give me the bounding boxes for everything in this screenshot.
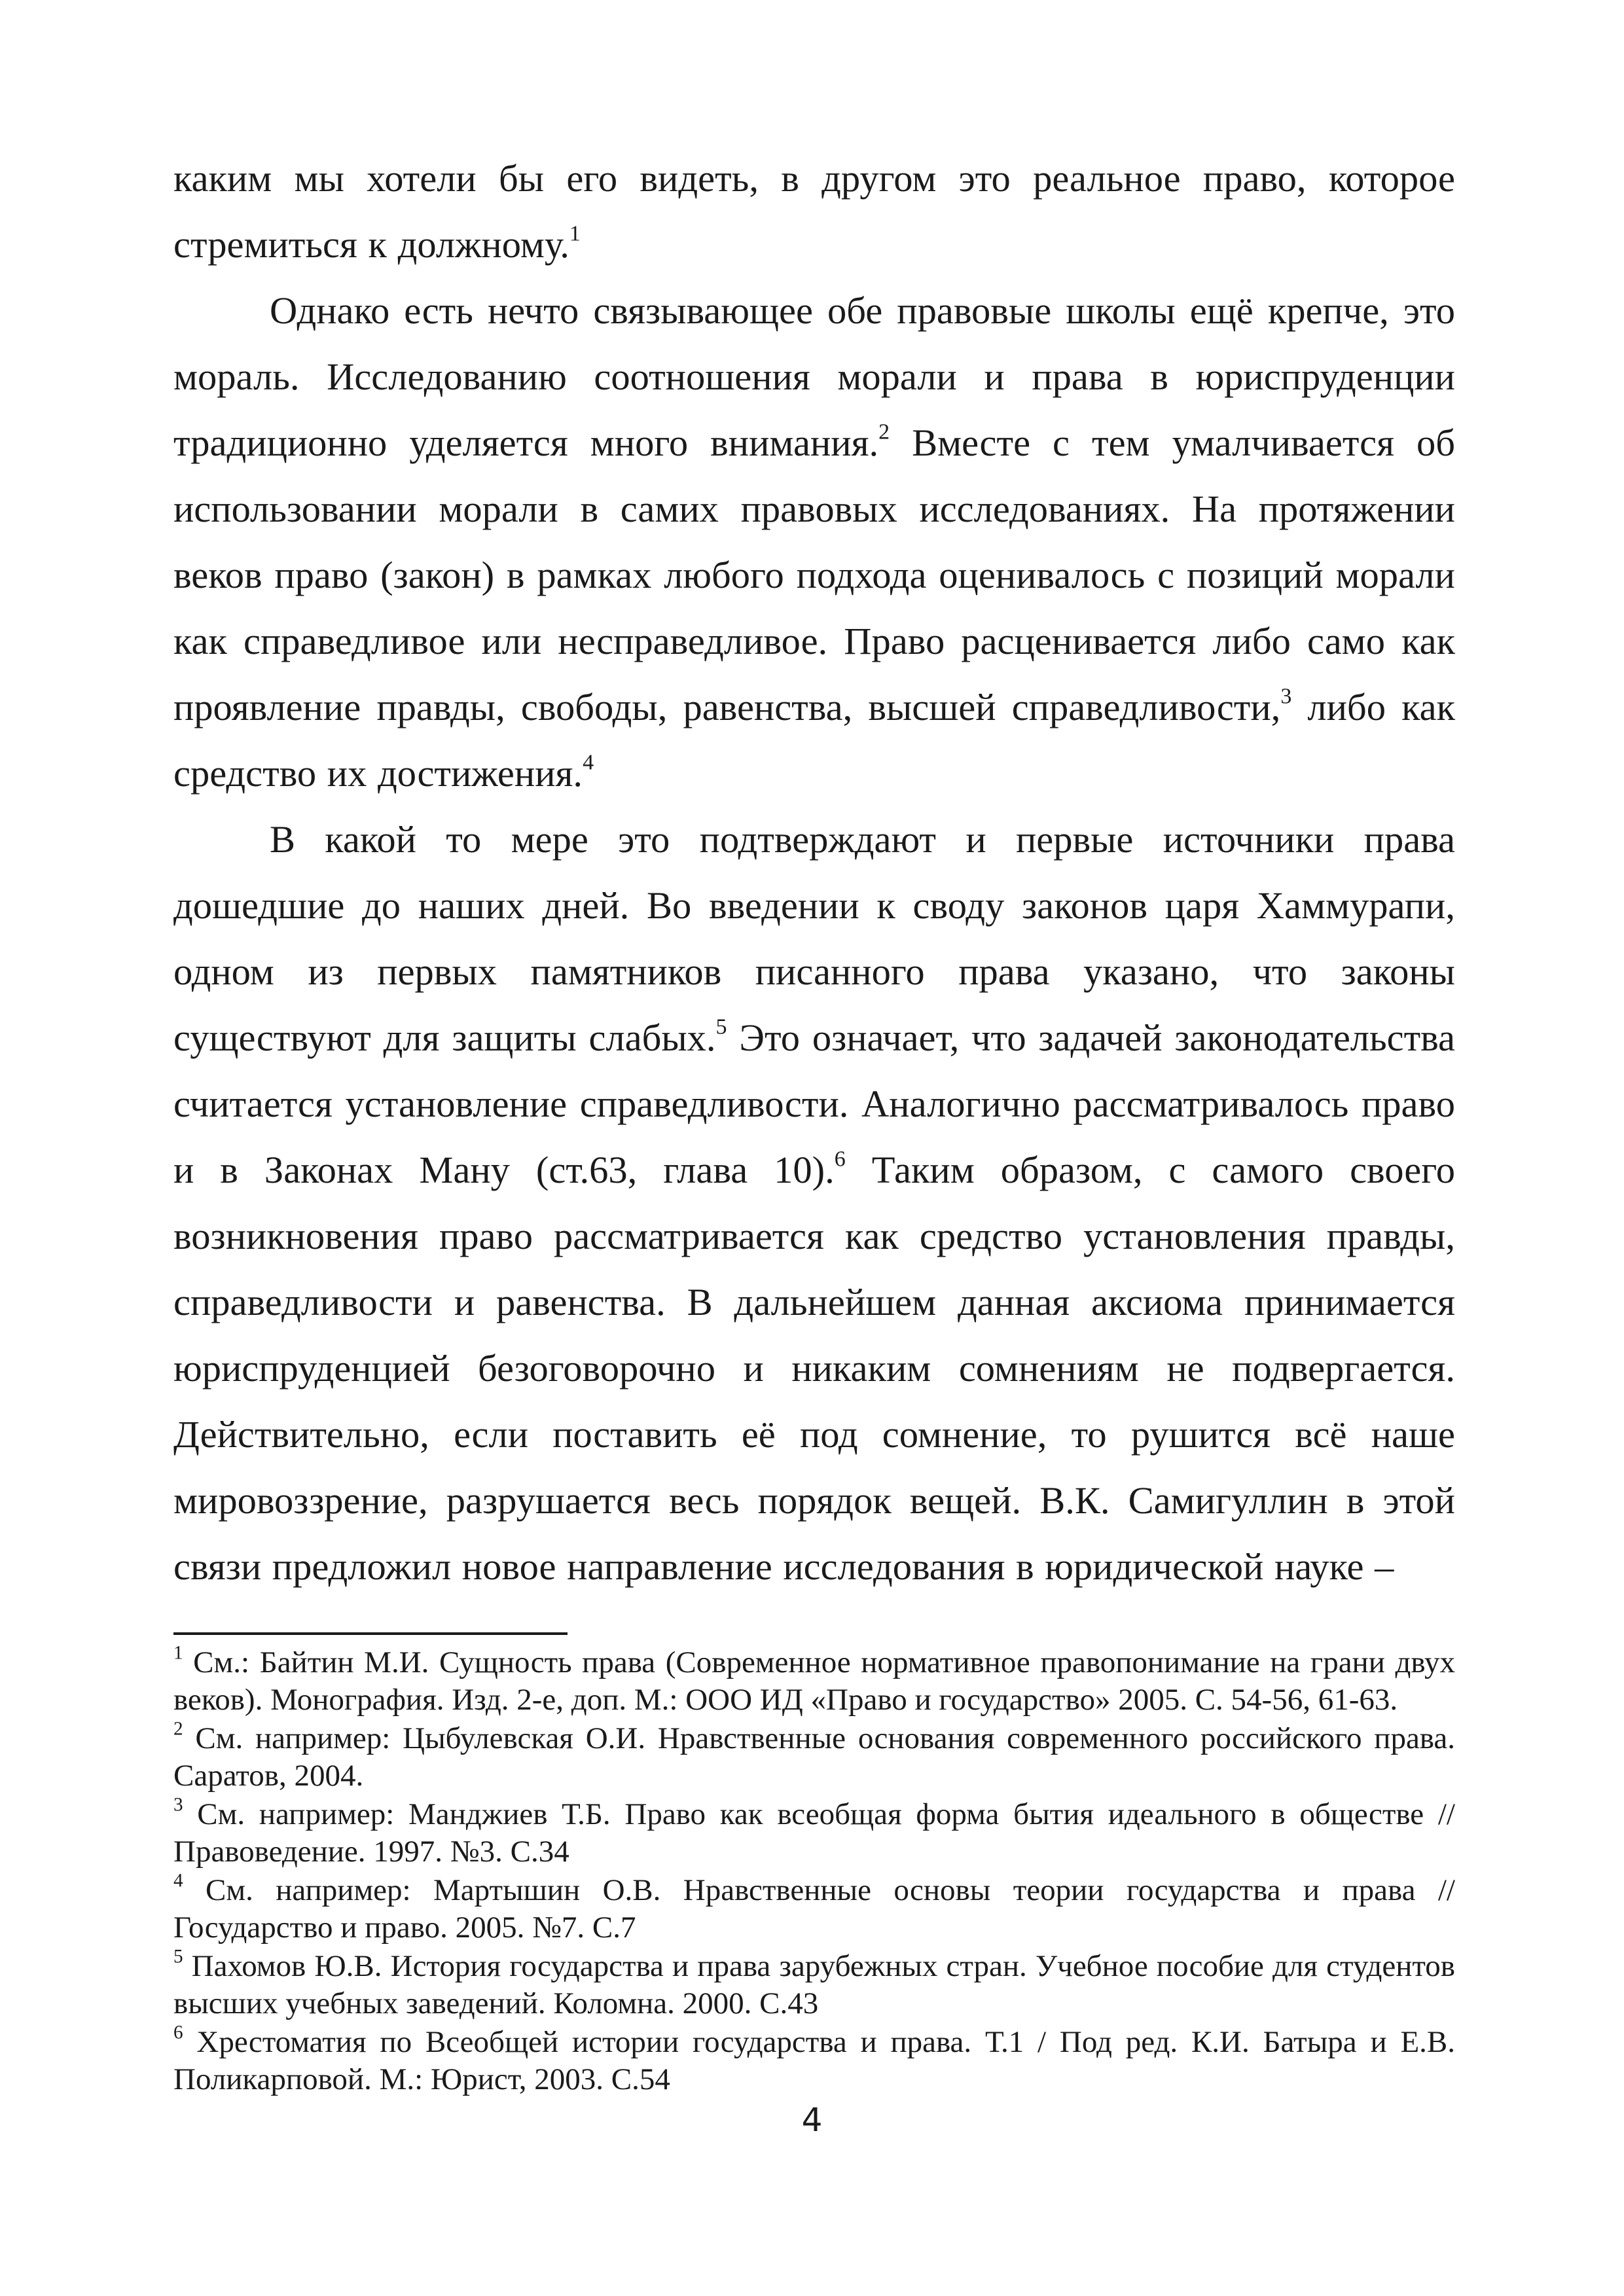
paragraph-text: либо как средство их достижения. <box>173 686 1456 795</box>
footnote-separator <box>173 1632 568 1635</box>
paragraph-text: Однако есть нечто связывающее обе правовые школы ещё крепче, это мораль. Исследованию соотношения морали и права в юриспруденции традиционно уделяется много внимания. <box>173 289 1455 464</box>
footnote-ref-2: 2 <box>878 420 890 444</box>
paragraph-text: каким мы хотели бы его видеть, в другом это реальное право, которое стремиться к должному. <box>173 157 1455 266</box>
footnote-number: 1 <box>173 1642 183 1664</box>
footnotes <box>173 1644 1455 2100</box>
footnote-text: См.: Байтин М.И. Сущность права (Современное нормативное правопонимание на грани двух веков). Монография. Изд. 2-е, доп. М.: ООО ИД «Право и государство» 2005. С. 54-56, 61-63. <box>173 1645 1455 1717</box>
footnote-ref-3: 3 <box>1280 684 1292 709</box>
footnote-4 <box>173 1872 1455 1946</box>
paragraph-text: Это означает, что задачей законодательства считается установление справедливости. Аналогично рассматривалось право и в Законах Ману (ст.63, глава 10). <box>173 1016 1455 1191</box>
footnote-number: 2 <box>173 1718 183 1740</box>
paragraph-2 <box>173 278 1455 806</box>
footnote-text: См. например: Цыбулевская О.И. Нравственные основания современного российского права. Саратов, 2004. <box>173 1721 1455 1793</box>
footnote-2 <box>173 1720 1455 1795</box>
body-text <box>173 145 1455 1600</box>
paragraph-1 <box>173 145 1455 278</box>
page-number: 4 <box>801 2101 823 2139</box>
footnote-text: Пахомов Ю.В. История государства и права зарубежных стран. Учебное пособие для студентов высших учебных заведений. Коломна. 2000. С.43 <box>173 1949 1455 2020</box>
footnote-number: 3 <box>173 1794 183 1816</box>
footnote-ref-5: 5 <box>715 1014 727 1039</box>
footnote-6 <box>173 2024 1455 2098</box>
paragraph-text: Таким образом, с самого своего возникновения право рассматривается как средство установления правды, справедливости и равенства. В дальнейшем данная аксиома принимается юриспруденцией безоговорочно и никаким сомнениям не подвергается. Действительно, если поставить её под сомнение, то рушится всё наше мировоззрение, разрушается весь порядок вещей. В.К. Самигуллин в этой связи предложил новое направление исследования в юридической науке – <box>173 1149 1455 1588</box>
footnote-ref-4: 4 <box>583 750 594 775</box>
footnote-1 <box>173 1644 1455 1719</box>
footnote-number: 4 <box>173 1870 183 1892</box>
footnote-number: 6 <box>173 2022 183 2043</box>
footnote-number: 5 <box>173 1946 183 1967</box>
paragraph-text: В какой то мере это подтверждают и первые источники права дошедшие до наших дней. Во введении к своду законов царя Хаммурапи, одном из первых памятников писанного права указано, что законы существуют для защиты слабых. <box>173 818 1455 1059</box>
footnote-5 <box>173 1948 1455 2022</box>
footnote-text: См. например: Мартышин О.В. Нравственные основы теории государства и права // Государство и право. 2005. №7. С.7 <box>173 1873 1455 1945</box>
footnote-ref-6: 6 <box>834 1147 846 1172</box>
paragraph-text: Вместе с тем умалчивается об использовании морали в самих правовых исследованиях. На протяжении веков право (закон) в рамках любого подхода оценивалось с позиций морали как справедливое или несправедливое. Право расценивается либо само как проявление правды, свободы, равенства, высшей справедливости, <box>173 422 1455 728</box>
footnote-text: См. например: Манджиев Т.Б. Право как всеобщая форма бытия идеального в обществе // Правоведение. 1997. №3. С.34 <box>173 1797 1455 1869</box>
footnote-ref-1: 1 <box>569 221 581 246</box>
paragraph-3 <box>173 806 1455 1600</box>
footnote-text: Хрестоматия по Всеобщей истории государства и права. Т.1 / Под ред. К.И. Батыра и Е.В. Поликарповой. М.: Юрист, 2003. С.54 <box>173 2025 1455 2096</box>
footnote-3 <box>173 1796 1455 1871</box>
